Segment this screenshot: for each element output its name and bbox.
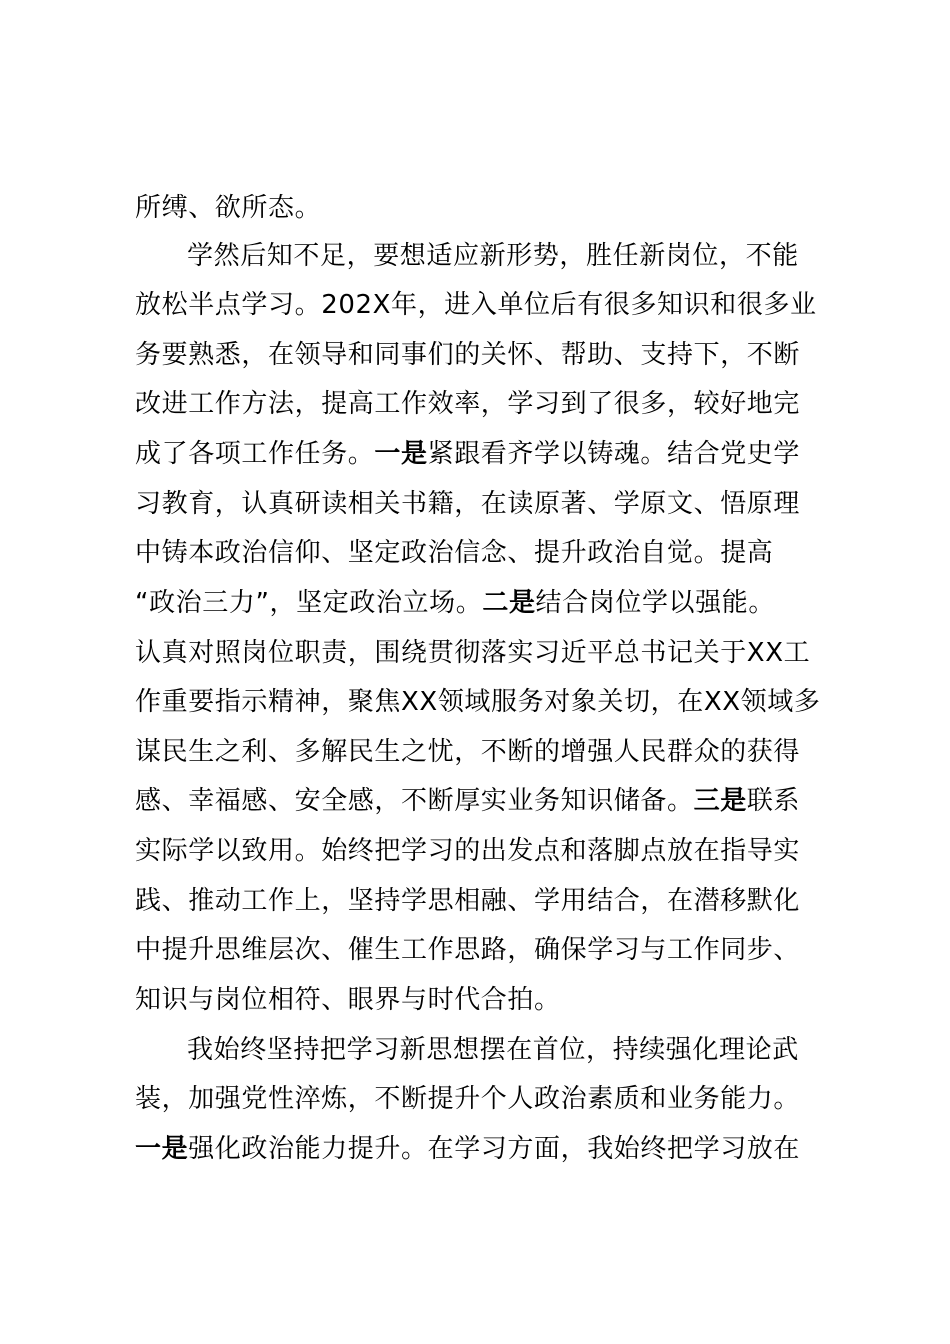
text-line: 改进工作方法，提高工作效率，学习到了很多，较好地完 xyxy=(135,389,801,419)
text-line: 谋民生之利、多解民生之忧，不断的增强人民群众的获得 xyxy=(135,737,801,767)
text-line: 中提升思维层次、催生工作思路，确保学习与工作同步、 xyxy=(135,935,801,965)
text-line: 知识与岗位相符、眼界与时代合拍。 xyxy=(135,985,561,1015)
text-line: 践、推动工作上，坚持学思相融、学用结合，在潜移默化 xyxy=(135,886,801,916)
text-line: “政治三力”，坚定政治立场。二是结合岗位学以强能。 xyxy=(135,588,775,618)
bold-marker: 一是 xyxy=(135,1134,189,1164)
text-line: 中铸本政治信仰、坚定政治信念、提升政治自觉。提高 xyxy=(135,538,774,568)
text-line: 成了各项工作任务。一是紧跟看齐学以铸魂。结合党史学 xyxy=(135,439,801,469)
text-line: 放松半点学习。202X年，进入单位后有很多知识和很多业 xyxy=(135,290,817,320)
text-line: 实际学以致用。始终把学习的出发点和落脚点放在指导实 xyxy=(135,836,801,866)
text-line: 所缚、欲所态。 xyxy=(135,193,322,223)
text-line: 作重要指示精神，聚焦XX领域服务对象关切，在XX领域多 xyxy=(135,687,821,717)
paragraph-start-line: 学然后知不足，要想适应新形势，胜任新岗位，不能 xyxy=(187,241,799,271)
bold-marker: 二是 xyxy=(482,588,536,618)
text-line: 务要熟悉，在领导和同事们的关怀、帮助、支持下，不断 xyxy=(135,340,801,370)
bold-marker: 一是 xyxy=(374,439,428,469)
text-line: 一是强化政治能力提升。在学习方面，我始终把学习放在 xyxy=(135,1134,801,1164)
text-line: 装，加强党性淬炼，不断提升个人政治素质和业务能力。 xyxy=(135,1084,801,1114)
paragraph-start-line: 我始终坚持把学习新思想摆在首位，持续强化理论武 xyxy=(187,1035,799,1065)
text-line: 习教育，认真研读相关书籍，在读原著、学原文、悟原理 xyxy=(135,489,801,519)
bold-marker: 三是 xyxy=(693,786,747,816)
text-line: 感、幸福感、安全感，不断厚实业务知识储备。三是联系 xyxy=(135,786,801,816)
text-line: 认真对照岗位职责，围绕贯彻落实习近平总书记关于XX工 xyxy=(135,638,811,668)
